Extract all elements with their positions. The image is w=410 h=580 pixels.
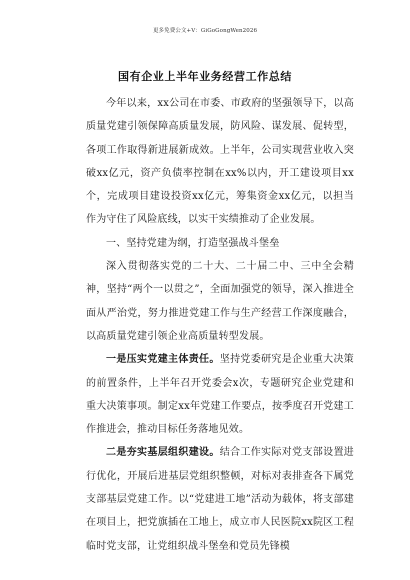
- point-lead: 二是夯实基层组织建设。: [106, 447, 220, 459]
- paragraph-intro: [86, 92, 354, 232]
- paragraph-party-building: [86, 255, 354, 348]
- header-note: 更多免费公文+V：GiGoGongWen2026: [152, 28, 258, 34]
- document-title: 国有企业上半年业务经营工作总结: [118, 70, 292, 83]
- section-heading-1: [86, 232, 354, 255]
- section-heading-text: 一、坚持党建为纲，打造坚强战斗堡垒: [106, 237, 280, 249]
- paragraph-text: 今年以来，xx公司在市委、市政府的坚强领导下，以高质量党建引领保障高质量发展，防风险、谋发展、促转型，各项工作取得新进展新成效。上半年，公司实现营业收入突破xx亿元，资产负债率控制在xx%以内，开工建设项目xx个，完成项目建设投资xx亿元，筹集资金xx亿元，以担当作为守住了风险底线，以实干实绩推动了企业发展。: [86, 98, 354, 226]
- paragraph-text: 结合工作实际对党支部设置进行优化，开展后进基层党组织整顿，对标对表排查各下属党支部基层党建工作。以“党建进工地”活动为载体，将支部建在项目上，把党旗插在工地上，成立市人民医院xx院区工程临时党支部，让党组织战斗堡垒和党员先锋模: [86, 447, 354, 552]
- paragraph-point-1: [86, 348, 354, 441]
- paragraph-text: 坚持党委研究是企业重大决策的前置条件，上半年召开党委会x次，专题研究企业党建和重大决策事项。制定xx年党建工作要点，按季度召开党建工作推进会，推动目标任务落地见效。: [86, 354, 354, 436]
- paragraph-point-2: [86, 441, 354, 557]
- paragraph-text: 深入贯彻落实党的二十大、二十届二中、三中全会精神，坚持“两个一以贯之”，全面加强党的领导，深入推进全面从严治党，努力推进党建工作与生产经营工作深度融合，以高质量党建引领企业高质量转型发展。: [86, 261, 354, 342]
- point-lead: 一是压实党建主体责任。: [106, 354, 220, 366]
- document-body: [86, 92, 354, 558]
